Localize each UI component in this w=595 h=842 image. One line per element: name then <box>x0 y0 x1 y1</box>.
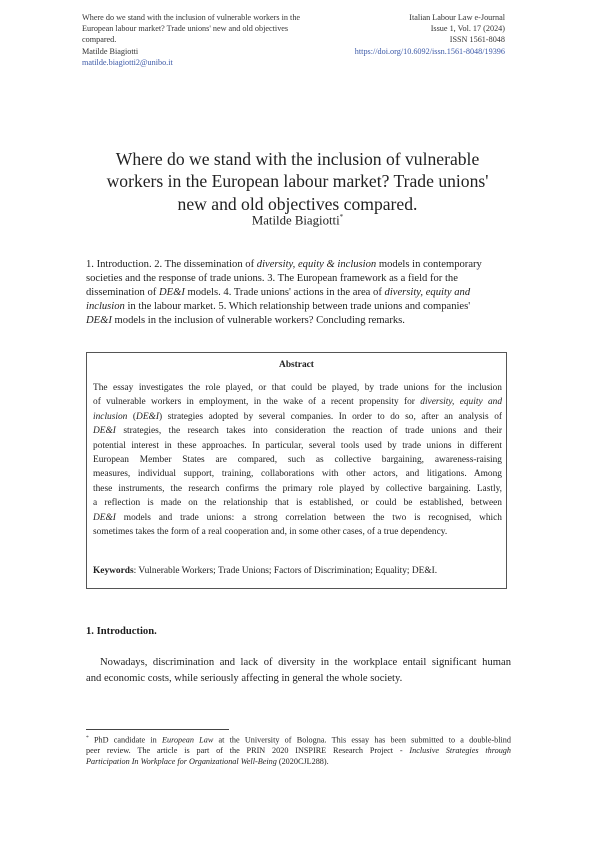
keywords <box>93 566 437 576</box>
toc-text: 1. Introduction. 2. The dissemination of <box>86 259 257 270</box>
toc-text: models. 4. Trade unions' actions in the area of <box>184 287 385 298</box>
abstract-text-run: strategies, the research takes into consideration the reaction of trade unions and their <box>115 426 502 437</box>
abstract-italic: DE&I <box>136 411 159 422</box>
journal-issue: Issue 1, Vol. 17 (2024) <box>430 24 505 34</box>
footnote-divider <box>86 729 229 730</box>
body-line: Nowadays, discrimination and lack of diversity in the workplace entail significant human <box>100 657 511 668</box>
footnote-mark: * <box>86 735 89 741</box>
footnote-italic: European Law <box>161 735 214 745</box>
title-line: Where do we stand with the inclusion of vulnerable <box>115 149 480 169</box>
section-heading: 1. Introduction. <box>86 626 157 637</box>
abstract-text-run: models and trade unions: a strong correlation between the two is recognised, which <box>115 512 502 523</box>
footnote <box>86 733 511 768</box>
toc-line <box>86 258 510 272</box>
abstract-line: The essay investigates the role played, or that could be played, by trade unions for the inclusion <box>93 383 502 393</box>
footnote-italic: Participation In Workplace for Organizational Well-Being <box>86 756 277 766</box>
toc-italic: diversity, equity and <box>384 287 471 298</box>
toc-italic: DE&I <box>158 287 185 298</box>
abstract-line: potential interest in these approaches. In particular, several tools used by trade unions in different <box>93 440 502 451</box>
footnote-text: at the University of Bologna. This essay has been submitted to a double-blind <box>213 735 511 745</box>
running-header-right <box>285 12 505 57</box>
abstract-text-run: ) strategies adopted by several companies. In order to do so, after an analysis of <box>158 411 503 422</box>
body-line: and economic costs, while seriously affecting in general the whole society. <box>86 673 403 684</box>
keywords-label: Keywords <box>93 566 134 576</box>
abstract-line: these instruments, the research confirms the primary role played by collective bargaining. Lastly, <box>93 483 502 494</box>
table-of-contents <box>86 258 510 328</box>
author-name: Matilde Biagiotti <box>251 213 340 228</box>
footnote-line <box>86 757 511 768</box>
toc-text: dissemination of <box>86 287 159 298</box>
toc-text: in the labour market. 5. Which relationship between trade unions and companies' <box>124 301 471 312</box>
footnote-italic: Inclusive Strategies through <box>409 746 511 756</box>
footnote-text: (2020CJL288). <box>276 756 329 766</box>
footnote-line <box>86 746 511 757</box>
paper-title <box>70 148 525 215</box>
abstract-text <box>93 381 502 539</box>
abstract-box <box>86 352 507 589</box>
toc-text: models in the inclusion of vulnerable workers? Concluding remarks. <box>111 315 405 326</box>
toc-italic: DE&I <box>86 315 112 326</box>
title-line: workers in the European labour market? Trade unions' <box>106 171 489 192</box>
abstract-line <box>93 424 502 438</box>
footnote-text: PhD candidate in <box>88 735 162 745</box>
doi-link[interactable]: https://doi.org/10.6092/issn.1561-8048/19396 <box>354 46 505 56</box>
abstract-line: European Member States are compared, such as collective bargaining, awareness-raising <box>93 455 502 466</box>
abstract-line <box>93 395 502 409</box>
header-author: Matilde Biagiotti <box>82 46 139 56</box>
abstract-text-run: ( <box>127 411 137 422</box>
header-title-line: compared. <box>82 35 117 45</box>
title-line: new and old objectives compared. <box>177 193 418 214</box>
abstract-heading: Abstract <box>279 360 314 370</box>
toc-line <box>86 286 510 300</box>
author-email-link[interactable]: matilde.biagiotti2@unibo.it <box>82 57 173 67</box>
abstract-line: measures, individual support, training, collaborations with other actors, and litigations. Among <box>93 469 502 480</box>
header-title-line: European labour market? Trade unions' new and old objectives <box>82 24 289 34</box>
header-title-line: Where do we stand with the inclusion of vulnerable workers in the <box>82 13 301 22</box>
keywords-list: : Vulnerable Workers; Trade Unions; Factors of Discrimination; Equality; DE&I. <box>133 566 438 576</box>
footnote-line <box>86 733 511 746</box>
abstract-line: a reflection is made on the relationship that is established, or could be established, between <box>93 498 502 509</box>
abstract-line <box>93 511 502 525</box>
toc-italic: inclusion <box>86 301 125 312</box>
footnote-text: peer review. The article is part of the PRIN 2020 INSPIRE Research Project - <box>86 746 410 756</box>
abstract-italic: diversity, equity and <box>420 397 503 408</box>
toc-line <box>86 300 510 314</box>
toc-italic: diversity, equity & inclusion <box>256 259 377 270</box>
abstract-text-run: of vulnerable workers in employment, in the wake of a recent propensity for <box>93 397 421 408</box>
body-paragraph <box>86 655 511 687</box>
journal-issn: ISSN 1561-8048 <box>449 35 505 45</box>
abstract-italic: DE&I <box>93 426 116 437</box>
abstract-italic: inclusion <box>93 411 128 422</box>
abstract-italic: DE&I <box>93 512 116 523</box>
abstract-line <box>93 410 502 424</box>
paper-author <box>70 213 525 228</box>
toc-line: societies and the response of trade unions. 3. The European framework as a field for the <box>86 273 458 284</box>
toc-text: models in contemporary <box>376 259 482 270</box>
abstract-line: sometimes takes the form of a real cooperation and, in some other cases, of a true dependency. <box>93 527 448 538</box>
journal-name: Italian Labour Law e-Journal <box>409 13 505 22</box>
toc-line <box>86 314 510 328</box>
author-footnote-mark[interactable]: * <box>339 213 344 221</box>
